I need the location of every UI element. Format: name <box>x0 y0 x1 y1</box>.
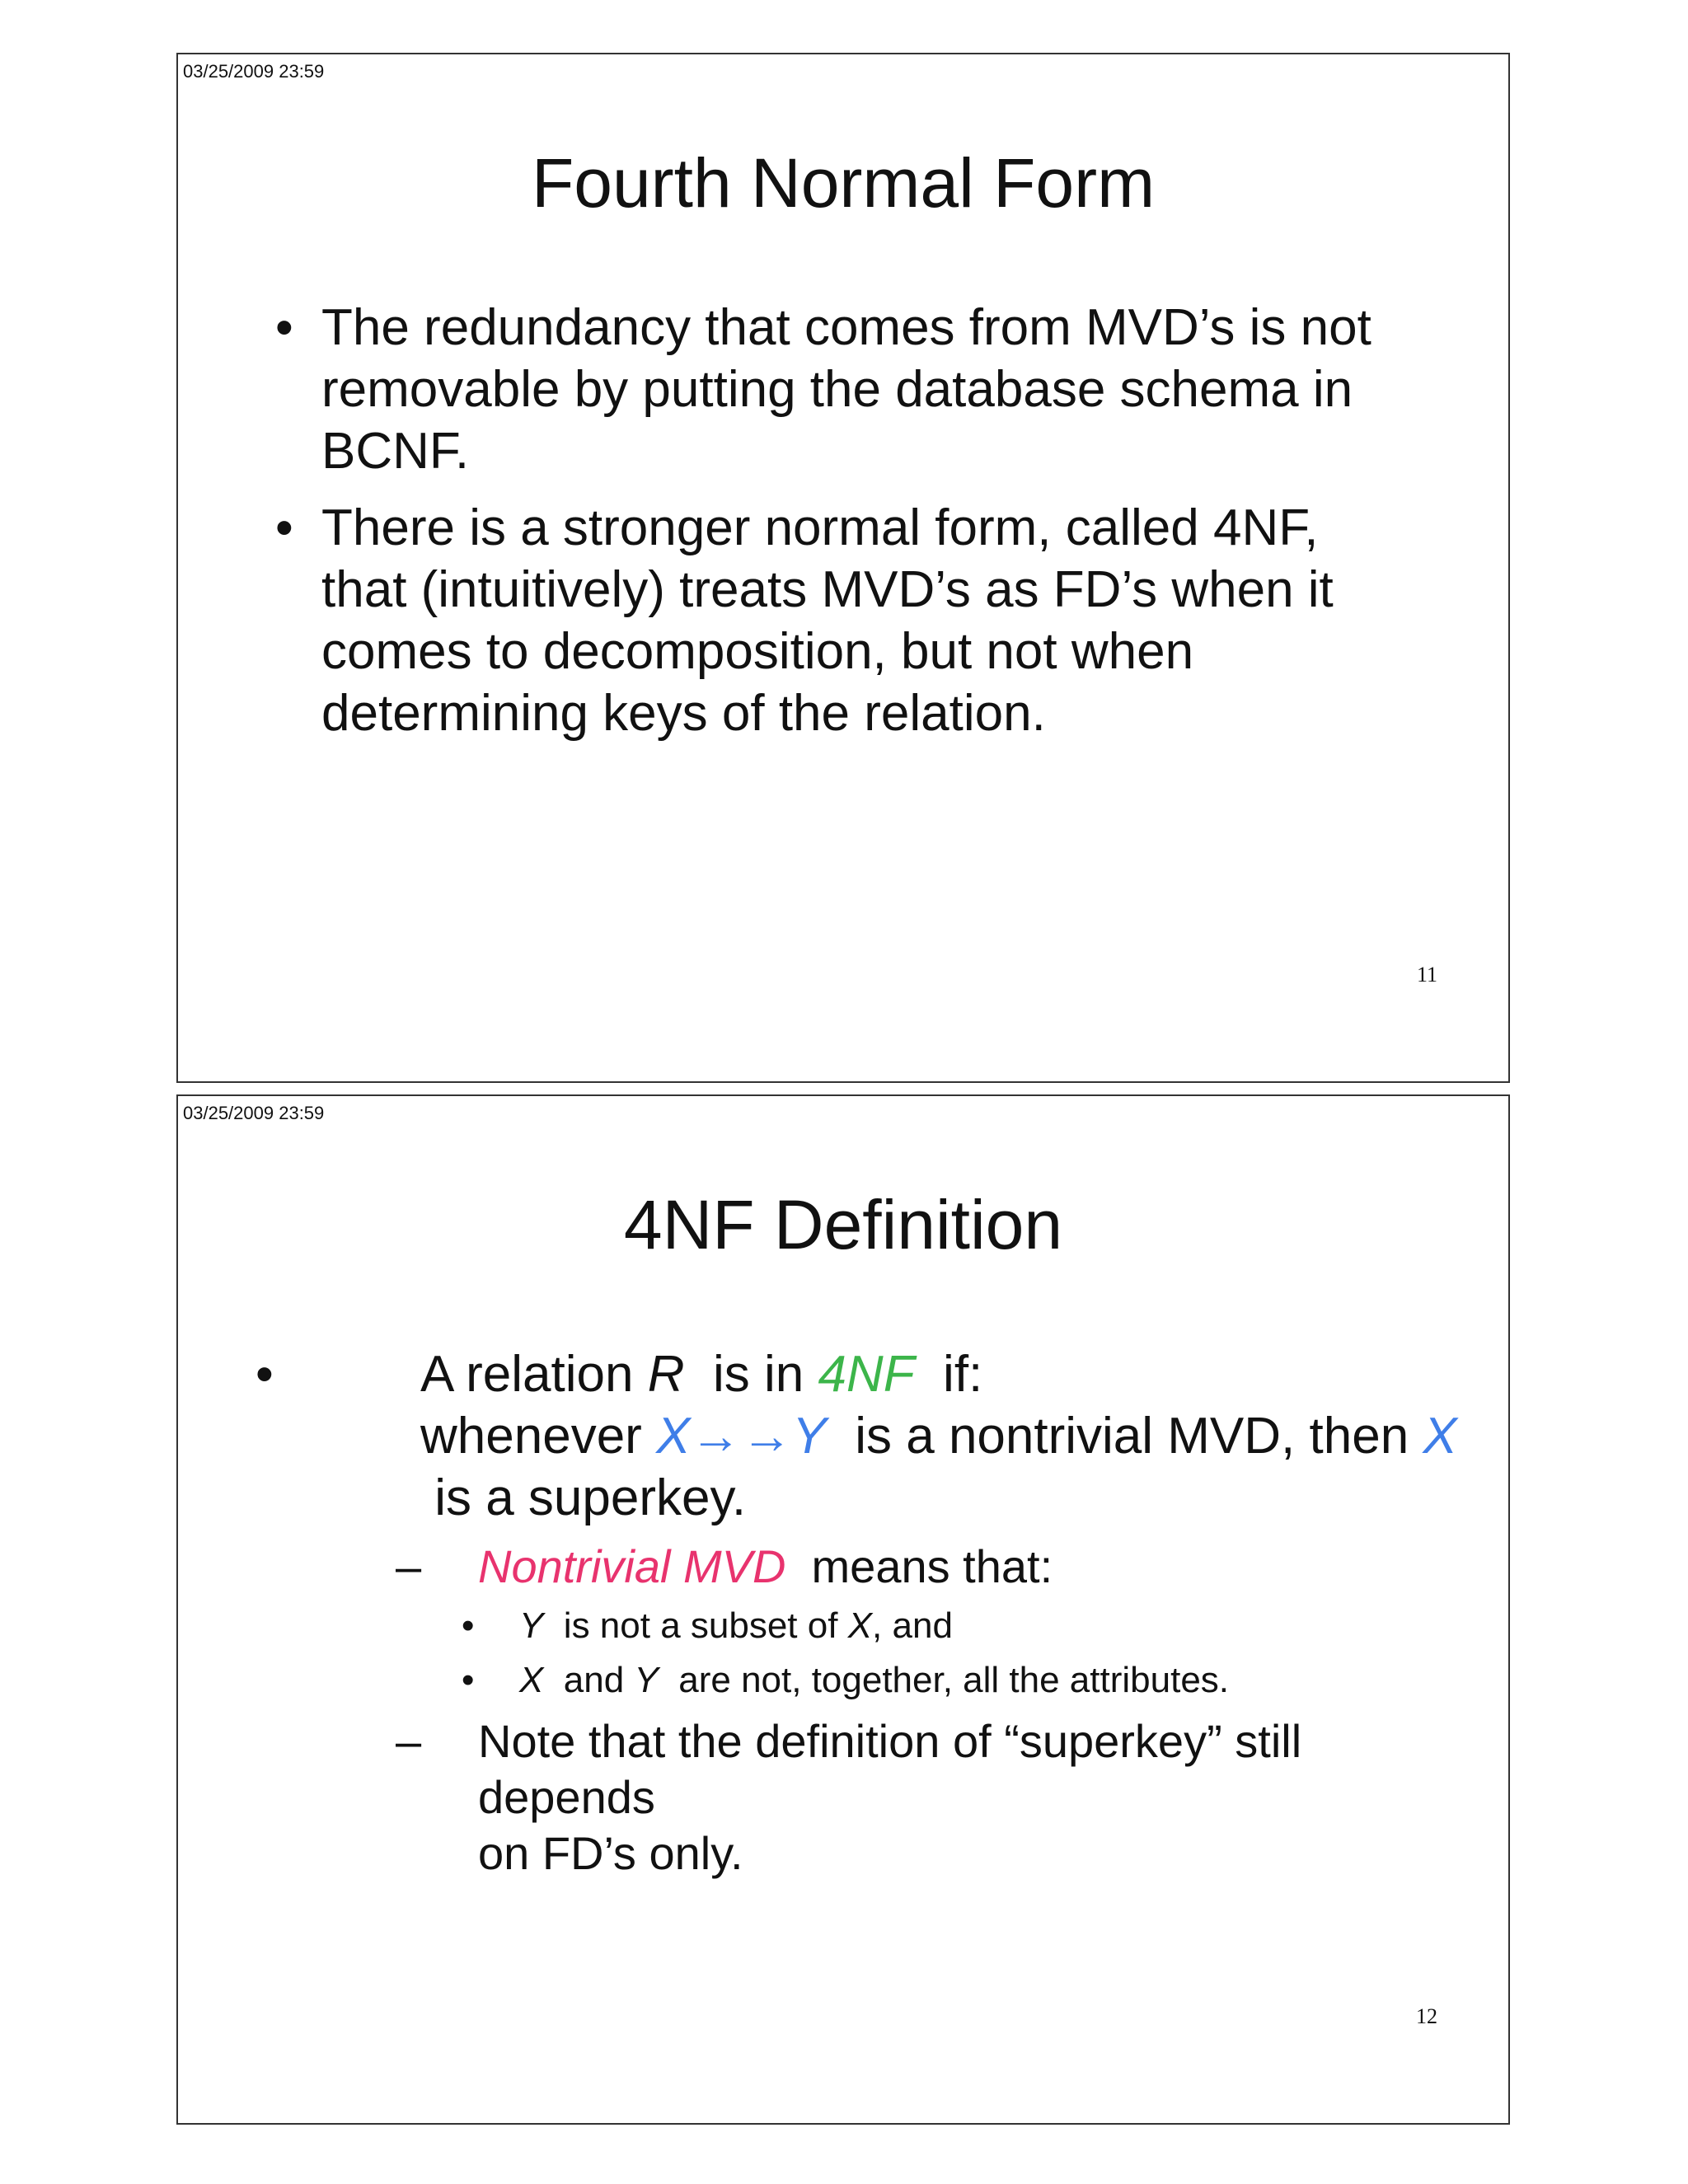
term-4nf: 4NF <box>818 1346 915 1403</box>
var-r: R <box>647 1346 685 1403</box>
bullet-item <box>256 1343 1467 1529</box>
text: , and <box>872 1605 953 1646</box>
bullet-line: removable by putting the database schema in <box>321 361 1353 418</box>
bullet-line: on FD’s only. <box>478 1827 743 1879</box>
bullet-dot: • <box>462 1660 475 1700</box>
definition-block <box>256 1343 1467 1882</box>
var-x: X <box>847 1605 873 1646</box>
text: are not, together, all the attributes. <box>658 1660 1230 1700</box>
page-number: 12 <box>1416 2004 1437 2028</box>
sub-bullet <box>256 1713 1467 1882</box>
text: and <box>543 1660 635 1700</box>
bullet-line: Note that the definition of “superkey” still depends <box>478 1715 1302 1823</box>
text: is not a subset of <box>543 1605 848 1646</box>
bullet-line <box>420 1405 1467 1467</box>
text: A relation <box>420 1346 648 1403</box>
sub-bullet <box>256 1539 1467 1595</box>
text: if: <box>914 1346 983 1403</box>
var-x: X <box>656 1408 691 1465</box>
bullet-dot: • <box>275 499 293 556</box>
text: is a nontrivial MVD, then <box>826 1408 1423 1465</box>
bullet-dot: • <box>256 1346 274 1403</box>
slide-11 <box>176 53 1510 1083</box>
sub-sub-bullet <box>256 1657 1467 1704</box>
slide-12 <box>176 1094 1510 2125</box>
sub-sub-bullet <box>256 1603 1467 1649</box>
mvd-arrow: →→ <box>690 1408 793 1465</box>
timestamp: 03/25/2009 23:59 <box>183 1103 325 1123</box>
term-nontrivial-mvd: Nontrivial MVD <box>478 1540 786 1592</box>
var-y: Y <box>634 1660 659 1700</box>
text: whenever <box>420 1408 657 1465</box>
var-y: Y <box>792 1408 827 1465</box>
bullet-line: BCNF. <box>321 423 470 480</box>
slide-title: 4NF Definition <box>623 1186 1063 1263</box>
bullet-line: determining keys of the relation. <box>321 685 1046 742</box>
bullet-dot: • <box>462 1605 475 1646</box>
bullet-line: that (intuitively) treats MVD’s as FD’s when it <box>321 561 1334 618</box>
var-y: Y <box>519 1605 544 1646</box>
bullet-line <box>420 1343 1467 1405</box>
slide-title: Fourth Normal Form <box>531 144 1156 222</box>
text: means that: <box>785 1540 1053 1592</box>
bullet-line: The redundancy that comes from MVD’s is not <box>321 299 1372 356</box>
dash-marker: – <box>396 1715 422 1767</box>
bullet-line: There is a stronger normal form, called 4NF, <box>321 499 1319 556</box>
text: is in <box>684 1346 818 1403</box>
var-x: X <box>1423 1408 1457 1465</box>
bullet-list <box>275 297 1446 759</box>
bullet-dot: • <box>275 299 293 356</box>
bullet-line: is a superkey. <box>420 1469 747 1526</box>
var-x: X <box>519 1660 544 1700</box>
dash-marker: – <box>396 1540 422 1592</box>
bullet-item <box>275 297 1446 482</box>
timestamp: 03/25/2009 23:59 <box>183 61 325 82</box>
bullet-line: comes to decomposition, but not when <box>321 623 1194 680</box>
page-number: 11 <box>1416 963 1437 987</box>
bullet-item <box>275 497 1446 744</box>
